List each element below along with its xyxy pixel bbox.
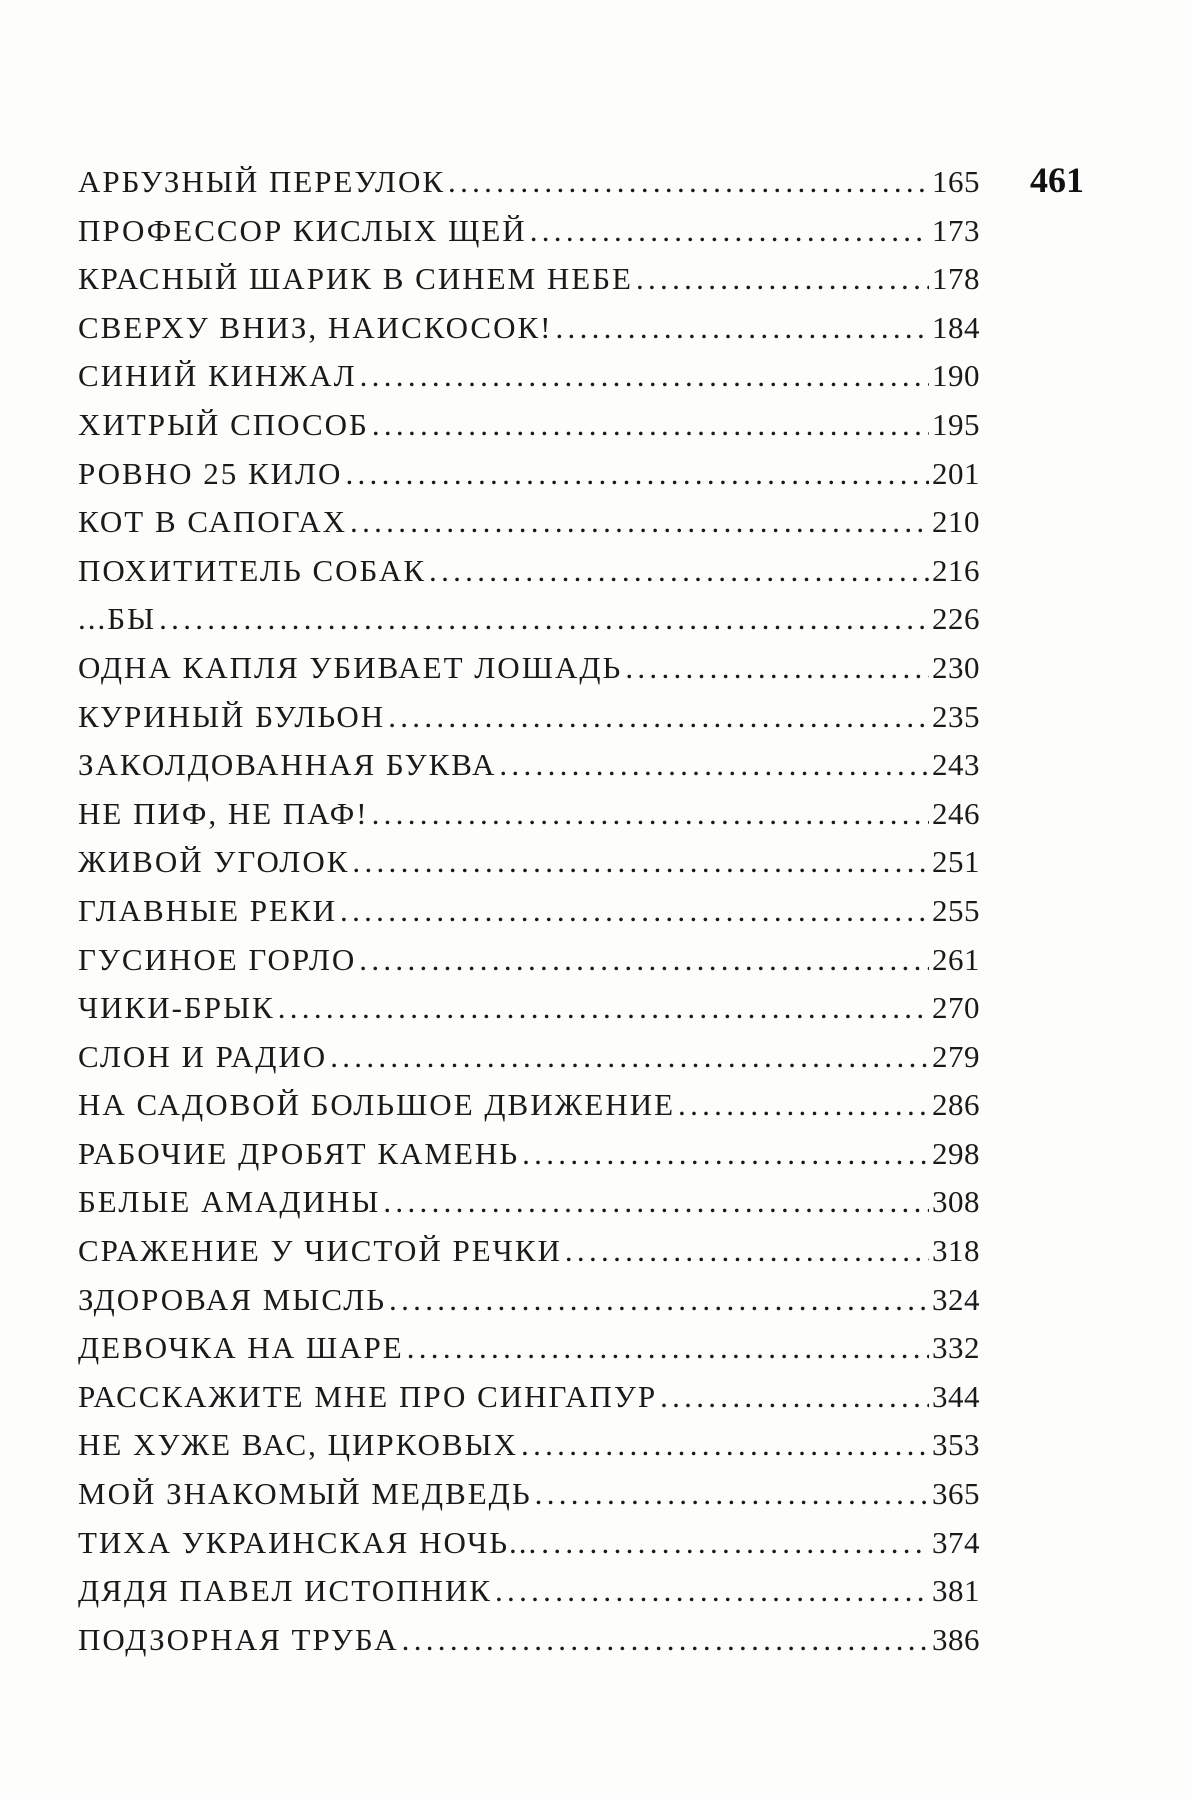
toc-entry-title: ЗДОРОВАЯ МЫСЛЬ: [78, 1281, 387, 1317]
toc-entry-page: 216: [932, 552, 980, 588]
toc-entry: [78, 1130, 980, 1179]
toc-entry: [78, 1227, 980, 1276]
toc-entry-title: СВЕРХУ ВНИЗ, НАИСКОСОК!: [78, 309, 553, 345]
toc-entry: [78, 790, 980, 839]
page-number: 461: [1030, 160, 1084, 200]
toc-entry: [78, 1178, 980, 1227]
toc-entry-title: СИНИЙ КИНЖАЛ: [78, 358, 357, 394]
toc-dot-leader: [388, 693, 929, 742]
toc-entry: [78, 1276, 980, 1325]
toc-entry: [78, 450, 980, 499]
toc-entry-title: ЖИВОЙ УГОЛОК: [78, 844, 350, 880]
toc-entry: [78, 207, 980, 256]
toc-entry-title: РАБОЧИЕ ДРОБЯТ КАМЕНЬ: [78, 1135, 520, 1171]
toc-dot-leader: [383, 1178, 929, 1227]
toc-entry-page: 374: [932, 1524, 980, 1560]
toc-entry-page: 178: [932, 261, 980, 297]
toc-dot-leader: [359, 936, 929, 985]
toc-dot-leader: [350, 498, 929, 547]
toc-dot-leader: [625, 644, 929, 693]
toc-entry-page: 246: [932, 795, 980, 831]
toc-dot-leader: [555, 304, 929, 353]
toc-entry-page: 226: [932, 601, 980, 637]
toc-dot-leader: [541, 1519, 929, 1568]
toc-entry: [78, 255, 980, 304]
toc-dot-leader: [330, 1033, 929, 1082]
toc-dot-leader: [352, 838, 929, 887]
toc-entry-page: 332: [932, 1330, 980, 1366]
toc-entry: [78, 498, 980, 547]
toc-entry: [78, 401, 980, 450]
toc-entry-title: ТИХА УКРАИНСКАЯ НОЧЬ...: [78, 1524, 539, 1560]
toc-entry-page: 318: [932, 1233, 980, 1269]
toc-entry-page: 235: [932, 698, 980, 734]
toc-entry-title: ПОХИТИТЕЛЬ СОБАК: [78, 552, 427, 588]
toc-dot-leader: [530, 207, 929, 256]
toc-entry-title: НА САДОВОЙ БОЛЬШОЕ ДВИЖЕНИЕ: [78, 1087, 676, 1123]
toc-entry-title: ГЛАВНЫЕ РЕКИ: [78, 892, 338, 928]
toc-entry-page: 195: [932, 406, 980, 442]
toc-entry-title: БЕЛЫЕ АМАДИНЫ: [78, 1184, 381, 1220]
toc-entry-title: РОВНО 25 КИЛО: [78, 455, 343, 491]
toc-entry-title: ОДНА КАПЛЯ УБИВАЕТ ЛОШАДЬ: [78, 649, 623, 685]
table-of-contents: [78, 158, 980, 1664]
toc-entry-page: 230: [932, 649, 980, 685]
toc-dot-leader: [499, 741, 929, 790]
toc-dot-leader: [429, 547, 929, 596]
toc-entry-title: ПОДЗОРНАЯ ТРУБА: [78, 1621, 399, 1657]
toc-entry-page: 381: [932, 1573, 980, 1609]
toc-entry-page: 165: [932, 164, 980, 199]
toc-entry-title: ПРОФЕССОР КИСЛЫХ ЩЕЙ: [78, 212, 527, 248]
toc-entry-page: 279: [932, 1038, 980, 1074]
toc-entry-title: ХИТРЫЙ СПОСОБ: [78, 406, 369, 442]
toc-entry-page: 173: [932, 212, 980, 248]
toc-dot-leader: [345, 450, 929, 499]
toc-entry-page: 210: [932, 504, 980, 540]
toc-dot-leader: [636, 255, 929, 304]
toc-dot-leader: [159, 595, 929, 644]
toc-dot-leader: [407, 1324, 929, 1373]
toc-dot-leader: [360, 352, 929, 401]
toc-entry: [78, 1567, 980, 1616]
toc-dot-leader: [521, 1421, 929, 1470]
toc-entry-page: 243: [932, 747, 980, 783]
toc-entry-title: НЕ ПИФ, НЕ ПАФ!: [78, 795, 369, 831]
toc-entry-title: ...БЫ: [78, 601, 157, 637]
toc-entry-page: 353: [932, 1427, 980, 1463]
toc-entry-title: ЗАКОЛДОВАННАЯ БУКВА: [78, 747, 497, 783]
toc-entry: [78, 741, 980, 790]
toc-dot-leader: [372, 790, 929, 839]
toc-entry-title: ГУСИНОЕ ГОРЛО: [78, 941, 357, 977]
toc-dot-leader: [448, 158, 929, 207]
toc-entry-title: АРБУЗНЫЙ ПЕРЕУЛОК: [78, 164, 446, 199]
toc-entry-page: 251: [932, 844, 980, 880]
toc-entry: [78, 936, 980, 985]
toc-entry: [78, 352, 980, 401]
toc-dot-leader: [660, 1373, 929, 1422]
toc-entry: [78, 158, 980, 207]
toc-entry-title: СРАЖЕНИЕ У ЧИСТОЙ РЕЧКИ: [78, 1233, 562, 1269]
toc-entry: [78, 1519, 980, 1568]
toc-dot-leader: [495, 1567, 929, 1616]
toc-entry-title: НЕ ХУЖЕ ВАС, ЦИРКОВЫХ: [78, 1427, 519, 1463]
toc-entry-page: 201: [932, 455, 980, 491]
toc-entry: [78, 887, 980, 936]
toc-entry-title: ЧИКИ-БРЫК: [78, 990, 275, 1026]
toc-entry: [78, 1033, 980, 1082]
toc-entry-title: КУРИНЫЙ БУЛЬОН: [78, 698, 386, 734]
toc-entry: [78, 1421, 980, 1470]
toc-entry-title: РАССКАЖИТЕ МНЕ ПРО СИНГАПУР: [78, 1378, 658, 1414]
toc-dot-leader: [522, 1130, 929, 1179]
toc-entry-page: 190: [932, 358, 980, 394]
toc-entry-title: ДЕВОЧКА НА ШАРЕ: [78, 1330, 404, 1366]
toc-entry: [78, 304, 980, 353]
toc-dot-leader: [389, 1276, 929, 1325]
toc-dot-leader: [535, 1470, 929, 1519]
toc-entry-title: СЛОН И РАДИО: [78, 1038, 328, 1074]
toc-entry-title: МОЙ ЗНАКОМЫЙ МЕДВЕДЬ: [78, 1476, 532, 1512]
toc-dot-leader: [678, 1081, 929, 1130]
toc-entry-page: 365: [932, 1476, 980, 1512]
toc-entry-page: 298: [932, 1135, 980, 1171]
toc-entry: [78, 1324, 980, 1373]
toc-entry-title: ДЯДЯ ПАВЕЛ ИСТОПНИК: [78, 1573, 492, 1609]
toc-entry-page: 261: [932, 941, 980, 977]
toc-entry-page: 184: [932, 309, 980, 345]
toc-entry-page: 386: [932, 1621, 980, 1657]
toc-entry-page: 344: [932, 1378, 980, 1414]
toc-entry-page: 255: [932, 892, 980, 928]
toc-entry-page: 286: [932, 1087, 980, 1123]
toc-dot-leader: [402, 1616, 929, 1665]
toc-entry-page: 308: [932, 1184, 980, 1220]
toc-entry: [78, 1470, 980, 1519]
toc-entry: [78, 1373, 980, 1422]
toc-dot-leader: [278, 984, 929, 1033]
toc-entry: [78, 1616, 980, 1665]
toc-entry: [78, 984, 980, 1033]
toc-entry: [78, 644, 980, 693]
toc-entry: [78, 547, 980, 596]
toc-entry: [78, 838, 980, 887]
toc-entry-title: КОТ В САПОГАХ: [78, 504, 348, 540]
toc-entry: [78, 595, 980, 644]
toc-entry: [78, 1081, 980, 1130]
toc-entry: [78, 693, 980, 742]
toc-entry-page: 324: [932, 1281, 980, 1317]
toc-dot-leader: [565, 1227, 929, 1276]
toc-dot-leader: [340, 887, 929, 936]
toc-entry-title: КРАСНЫЙ ШАРИК В СИНЕМ НЕБЕ: [78, 261, 633, 297]
toc-entry-page: 270: [932, 990, 980, 1026]
toc-dot-leader: [372, 401, 929, 450]
